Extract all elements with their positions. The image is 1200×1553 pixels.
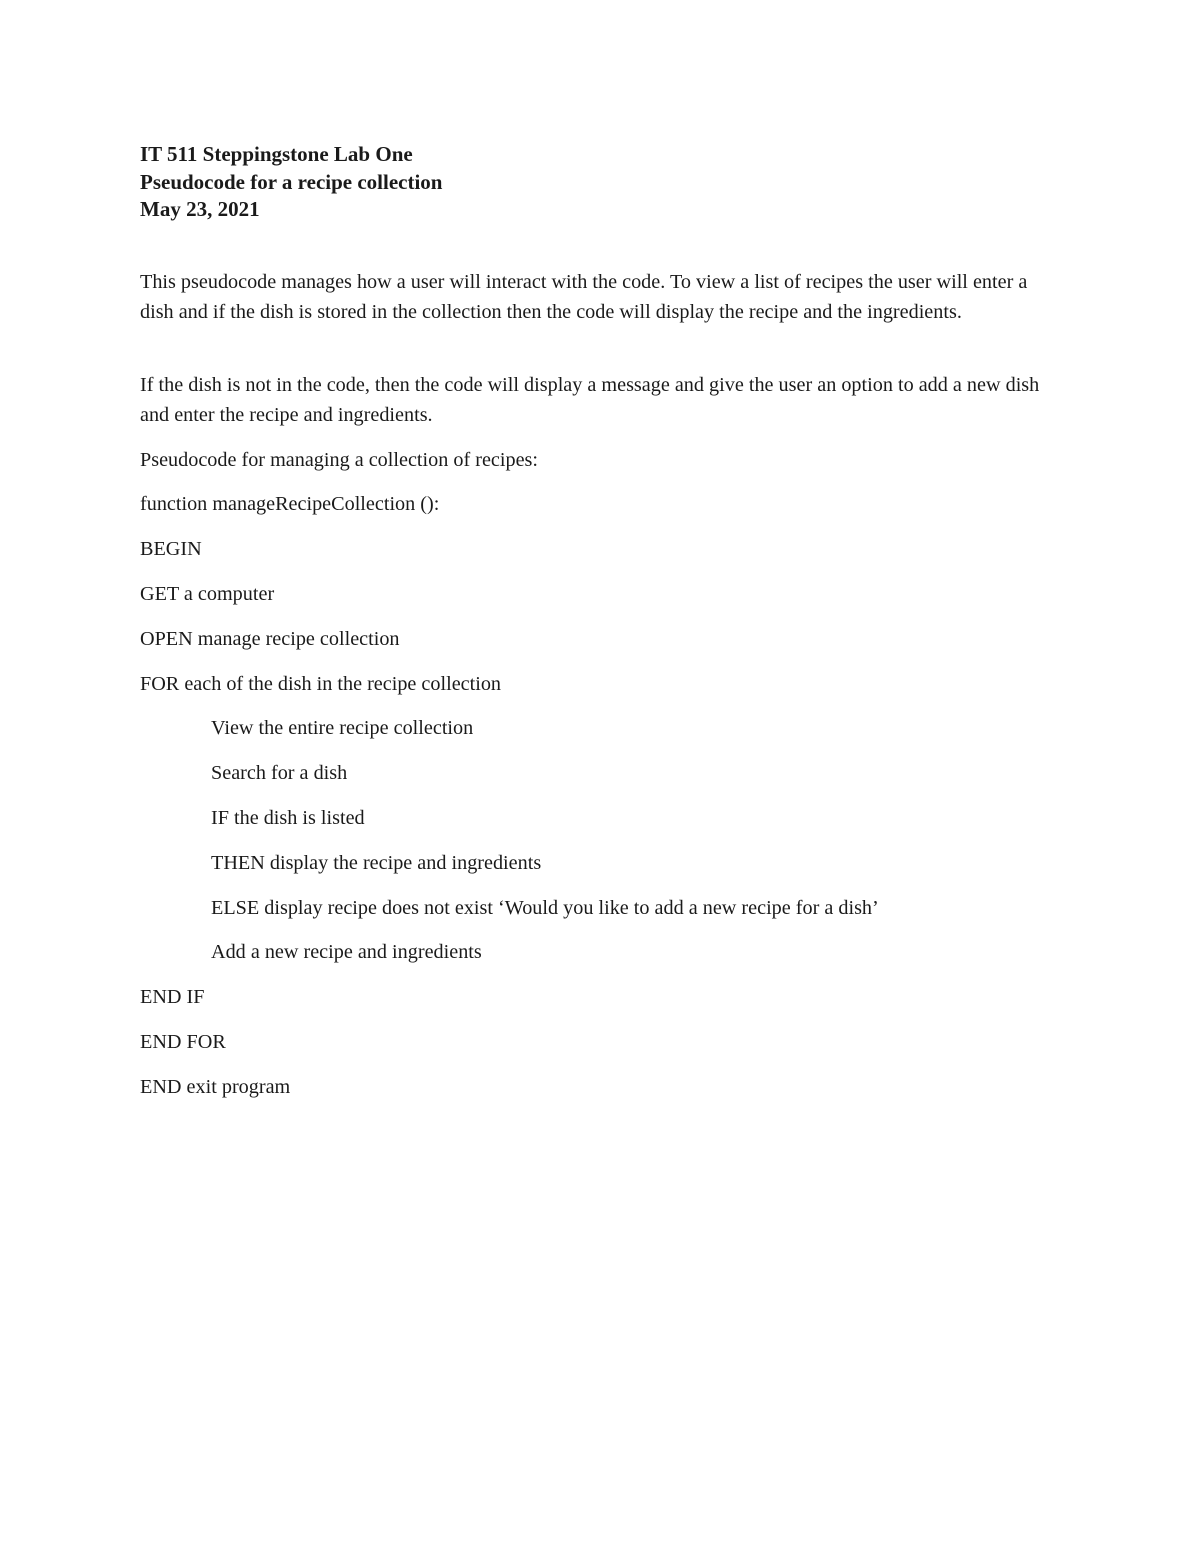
paragraph-overview: This pseudocode manages how a user will interact with the code. To view a list of recipes the user will enter a dish and if the dish is stored in the collection then the code will display the recipe and the ingredients. bbox=[140, 271, 1028, 323]
paragraph-missing-dish: If the dish is not in the code, then the code will display a message and give the user an option to add a new dish and enter the recipe and ingredients. bbox=[140, 374, 1040, 426]
document-title: Pseudocode for a recipe collection bbox=[140, 169, 443, 194]
code-line-begin: BEGIN bbox=[140, 538, 202, 560]
document-date: May 23, 2021 bbox=[140, 197, 260, 221]
code-line-if: IF the dish is listed bbox=[211, 807, 365, 829]
code-line-function: function manageRecipeCollection (): bbox=[140, 493, 440, 515]
code-line-else: ELSE display recipe does not exist ‘Would you like to add a new recipe for a dish’ bbox=[211, 897, 879, 919]
document-header bbox=[140, 141, 443, 224]
code-line-add: Add a new recipe and ingredients bbox=[211, 941, 482, 963]
code-line-for: FOR each of the dish in the recipe collection bbox=[140, 673, 502, 695]
course-title: IT 511 Steppingstone Lab One bbox=[140, 142, 413, 166]
code-line-get: GET a computer bbox=[140, 583, 275, 605]
code-line-end-if: END IF bbox=[140, 986, 205, 1008]
code-line-end-exit: END exit program bbox=[140, 1076, 291, 1098]
code-line-search: Search for a dish bbox=[211, 762, 348, 784]
code-line-view: View the entire recipe collection bbox=[211, 717, 474, 739]
code-line-open: OPEN manage recipe collection bbox=[140, 628, 400, 650]
pseudocode-intro: Pseudocode for managing a collection of recipes: bbox=[140, 449, 539, 471]
code-line-end-for: END FOR bbox=[140, 1031, 226, 1053]
code-line-then: THEN display the recipe and ingredients bbox=[211, 852, 542, 874]
